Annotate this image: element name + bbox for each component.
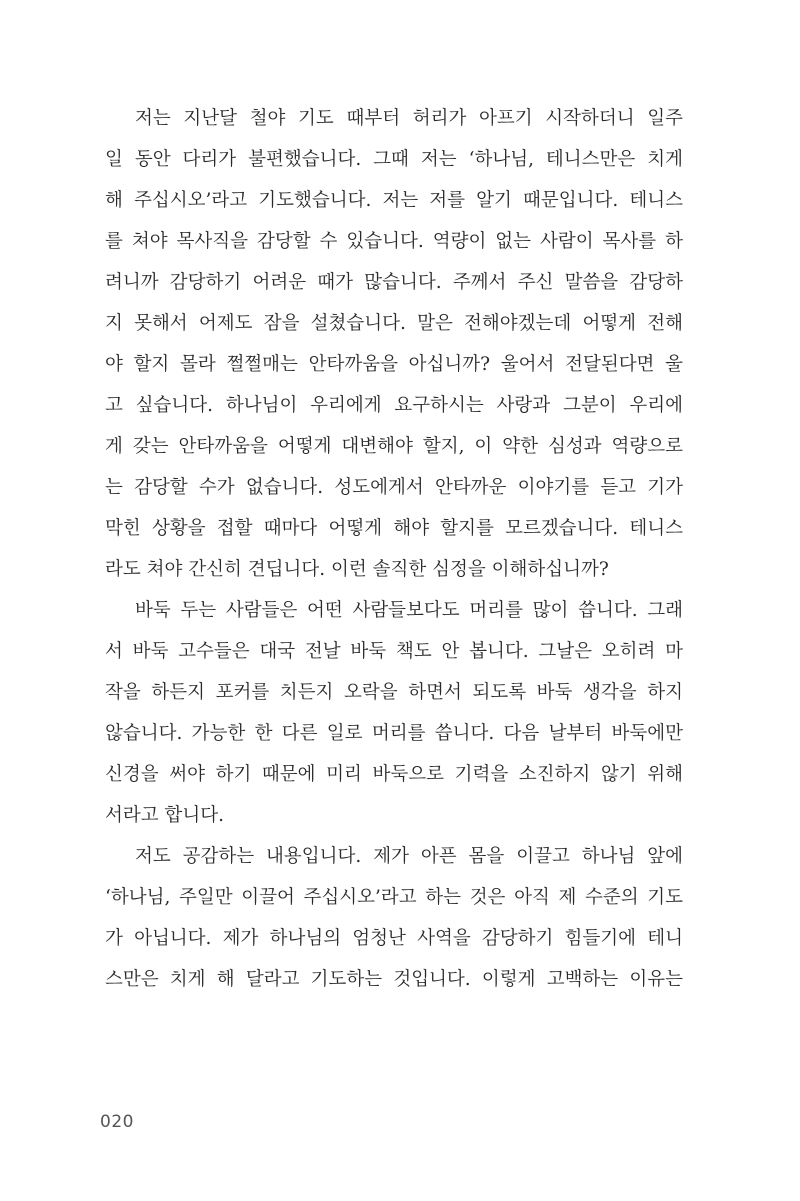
text-line: 바둑 두는 사람들은 어떤 사람들보다도 머리를 많이 씁니다. 그래 [135, 600, 683, 621]
page-number: 020 [100, 1112, 134, 1132]
text-line: 작을 하든지 포커를 치든지 오락을 하면서 되도록 바둑 생각을 하지 [105, 682, 683, 703]
text-line: 저는 지난달 철야 기도 때부터 허리가 아프기 시작하더니 일주 [135, 108, 683, 129]
text-line: 저도 공감하는 내용입니다. 제가 아픈 몸을 이끌고 하나님 앞에 [135, 846, 683, 867]
text-line: 신경을 써야 하기 때문에 미리 바둑으로 기력을 소진하지 않기 위해 [105, 764, 683, 785]
text-line: 스만은 치게 해 달라고 기도하는 것입니다. 이렇게 고백하는 이유는 [105, 969, 683, 990]
text-line: 가 아닙니다. 제가 하나님의 엄청난 사역을 감당하기 힘들기에 테니 [105, 928, 683, 949]
text-line: 서라고 합니다. [105, 805, 224, 826]
body-text [105, 98, 683, 1000]
text-line: 해 주십시오’라고 기도했습니다. 저는 저를 알기 때문입니다. 테니스 [105, 190, 683, 211]
text-line: 라도 쳐야 간신히 견딥니다. 이런 솔직한 심정을 이해하십니까? [105, 559, 609, 580]
text-line: 않습니다. 가능한 한 다른 일로 머리를 씁니다. 다음 날부터 바둑에만 [105, 723, 683, 744]
text-line: 게 갖는 안타까움을 어떻게 대변해야 할지, 이 약한 심성과 역량으로 [105, 436, 683, 457]
text-line: 야 할지 몰라 쩔쩔매는 안타까움을 아십니까? 울어서 전달된다면 울 [105, 354, 683, 375]
text-line: 는 감당할 수가 없습니다. 성도에게서 안타까운 이야기를 듣고 기가 [105, 477, 683, 498]
text-line: 지 못해서 어제도 잠을 설쳤습니다. 말은 전해야겠는데 어떻게 전해 [105, 313, 683, 334]
text-line: 일 동안 다리가 불편했습니다. 그때 저는 ‘하나님, 테니스만은 치게 [105, 149, 683, 170]
text-line: ‘하나님, 주일만 이끌어 주십시오’라고 하는 것은 아직 제 수준의 기도 [105, 887, 683, 908]
text-line: 서 바둑 고수들은 대국 전날 바둑 책도 안 봅니다. 그날은 오히려 마 [105, 641, 683, 662]
text-line: 를 쳐야 목사직을 감당할 수 있습니다. 역량이 없는 사람이 목사를 하 [105, 231, 683, 252]
text-line: 고 싶습니다. 하나님이 우리에게 요구하시는 사랑과 그분이 우리에 [105, 395, 683, 416]
text-line: 막힌 상황을 접할 때마다 어떻게 해야 할지를 모르겠습니다. 테니스 [105, 518, 683, 539]
text-line: 려니까 감당하기 어려운 때가 많습니다. 주께서 주신 말씀을 감당하 [105, 272, 683, 293]
